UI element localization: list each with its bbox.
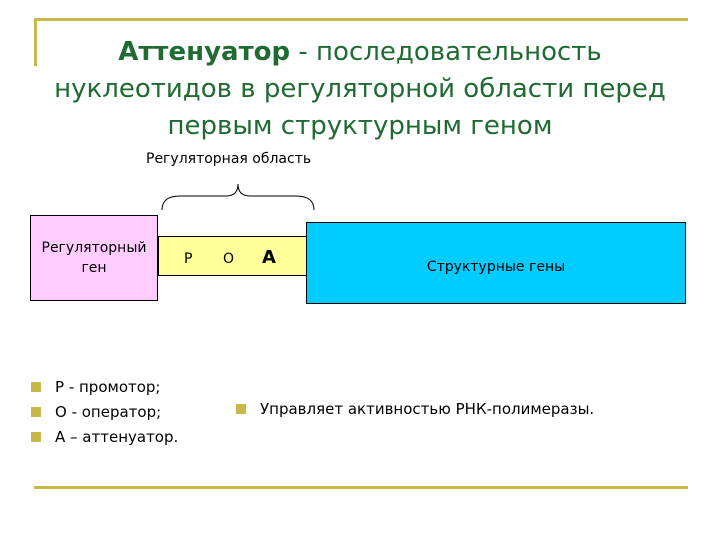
regulatory-gene-box	[30, 215, 158, 301]
function-list	[236, 397, 594, 422]
list-item-text: А – аттенуатор.	[55, 428, 179, 446]
left-rule	[34, 18, 37, 66]
regulatory-gene-label: Регуляторный ген	[41, 240, 147, 276]
bullet-square-icon	[236, 404, 246, 414]
bullet-square-icon	[31, 382, 41, 392]
list-item	[31, 375, 178, 400]
list-item	[236, 397, 594, 422]
list-item-text: О - оператор;	[55, 403, 162, 421]
curly-brace	[160, 182, 316, 212]
list-item	[31, 425, 178, 450]
control-region-box	[158, 236, 308, 276]
title-definition: - последовательность нуклеотидов в регуляторной области перед первым структурным геном	[54, 37, 666, 141]
structural-genes-label: Структурные гены	[426, 259, 566, 275]
list-item-text: Р - промотор;	[55, 378, 161, 396]
bullet-square-icon	[31, 432, 41, 442]
list-item-text: Управляет активностью РНК-полимеразы.	[260, 400, 595, 418]
legend-list	[31, 375, 178, 450]
attenuator-label: А	[262, 247, 276, 268]
structural-genes-box	[306, 222, 686, 304]
slide-title	[40, 34, 680, 145]
bottom-rule	[34, 486, 688, 489]
operator-label: О	[223, 251, 235, 267]
list-item	[31, 400, 178, 425]
bullet-square-icon	[31, 407, 41, 417]
top-rule	[34, 18, 688, 21]
title-term: Аттенуатор	[118, 37, 291, 67]
promoter-label: Р	[184, 251, 193, 267]
regulatory-region-label: Регуляторная область	[146, 151, 312, 167]
